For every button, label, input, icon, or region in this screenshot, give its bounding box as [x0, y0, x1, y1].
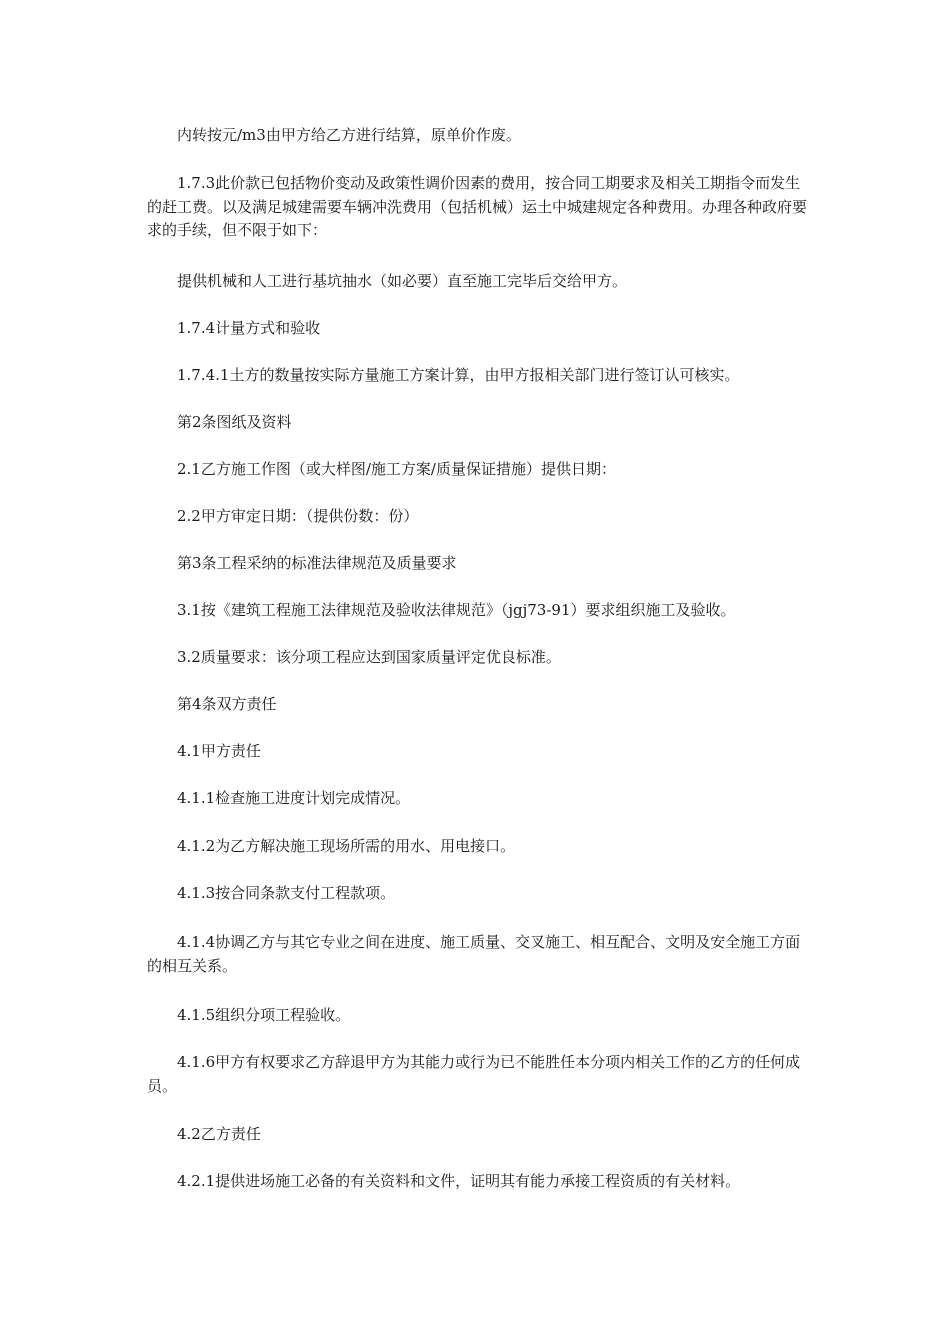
paragraph: 4.1.2为乙方解决施工现场所需的用水、用电接口。	[177, 837, 516, 855]
section-heading: 4.1甲方责任	[177, 742, 261, 760]
paragraph: 4.1.3按合同条款支付工程款项。	[177, 884, 396, 902]
section-heading: 1.7.4计量方式和验收	[177, 319, 321, 337]
section-heading: 4.2乙方责任	[177, 1125, 261, 1143]
paragraph: 4.2.1提供进场施工必备的有关资料和文件，证明其有能力承接工程资质的有关材料。	[177, 1172, 741, 1190]
paragraph: 2.1乙方施工作图（或大样图/施工方案/质量保证措施）提供日期：	[177, 460, 616, 478]
paragraph: 1.7.3此价款已包括物价变动及政策性调价因素的费用，按合同工期要求及相关工期指令而发生的赶工费。以及满足城建需要车辆冲洗费用（包括机械）运土中城建规定各种费用。办理各种政府要求的手续，但不限于如下：	[147, 174, 808, 239]
paragraph: 4.1.4协调乙方与其它专业之间在进度、施工质量、交叉施工、相互配合、文明及安全施工方面的相互关系。	[147, 933, 801, 975]
paragraph: 3.1按《建筑工程施工法律规范及验收法律规范》（jgj73-91）要求组织施工及验收。	[177, 601, 736, 619]
paragraph: 4.1.6甲方有权要求乙方辞退甲方为其能力或行为已不能胜任本分项内相关工作的乙方的任何成员。	[147, 1053, 801, 1095]
paragraph: 2.2甲方审定日期：（提供份数：份）	[177, 507, 419, 525]
paragraph: 4.1.1检查施工进度计划完成情况。	[177, 789, 411, 807]
paragraph: 提供机械和人工进行基坑抽水（如必要）直至施工完毕后交给甲方。	[177, 272, 628, 290]
paragraph: 1.7.4.1土方的数量按实际方量施工方案计算，由甲方报相关部门进行签订认可核实。	[177, 366, 740, 384]
paragraph: 3.2质量要求：该分项工程应达到国家质量评定优良标准。	[177, 648, 561, 666]
paragraph: 内转按元/m3由甲方给乙方进行结算，原单价作废。	[177, 126, 521, 144]
section-heading: 第4条双方责任	[177, 695, 277, 713]
section-heading: 第3条工程采纳的标准法律规范及质量要求	[177, 554, 457, 572]
paragraph: 4.1.5组织分项工程验收。	[177, 1006, 351, 1024]
section-heading: 第2条图纸及资料	[177, 413, 292, 431]
